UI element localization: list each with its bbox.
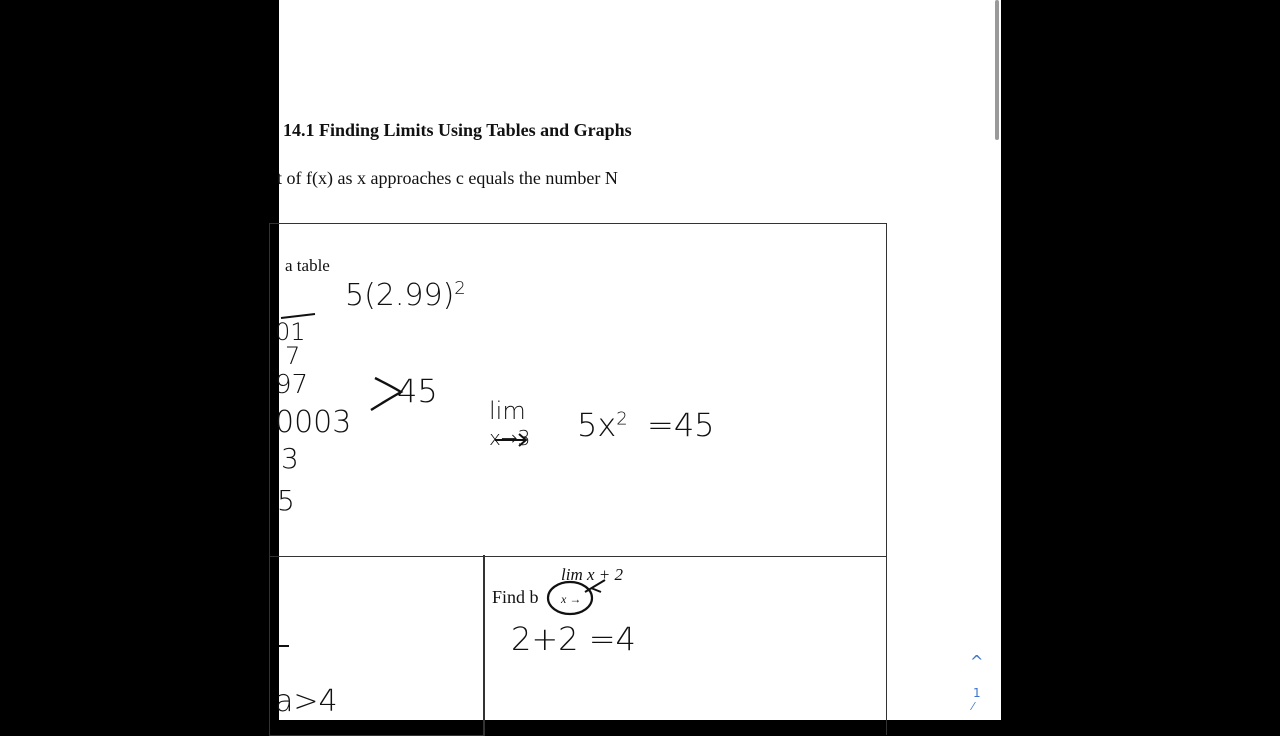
table-method-label: a table [285, 256, 330, 275]
handwritten-lim-result: =45 [647, 406, 715, 444]
section-title: 14.1 Finding Limits Using Tables and Graphs [283, 120, 632, 140]
handwritten-bottom-left-text: a>4 [275, 684, 338, 719]
handwritten-row-1: 01 [275, 318, 306, 346]
handwritten-row-2: 7 [285, 342, 301, 370]
table-method-box [269, 223, 887, 557]
limit-subscript: x → [561, 592, 582, 606]
handwritten-sum-line: 2+2 =4 [511, 620, 636, 658]
handwritten-square-expr: $5(2.99)^2$ [345, 278, 466, 313]
pen-tool-icon[interactable]: ⁄ [972, 700, 974, 713]
limit-expression: lim x + 2 [561, 565, 623, 584]
document-page [275, 0, 1001, 720]
chevron-up-icon[interactable]: ^ [970, 652, 984, 671]
handwritten-row-6: 5 [277, 484, 295, 517]
handwritten-row-5: 3 [281, 442, 299, 475]
handwritten-row-3: 97 [275, 370, 309, 400]
handwritten-lim-func: $5x^2$ [577, 406, 628, 444]
definition-text: t of f(x) as x approaches c equals the number N [277, 168, 618, 188]
handwritten-row-4: 0003 [275, 405, 352, 440]
find-label: Find b [492, 587, 539, 607]
handwritten-lim-word: lim [489, 397, 526, 425]
vertical-scrollbar[interactable] [995, 0, 999, 140]
handwritten-arrow-value: 45 [397, 372, 438, 410]
page-number: 1 [973, 686, 981, 700]
handwritten-lim-sub: x→3 [489, 426, 531, 450]
